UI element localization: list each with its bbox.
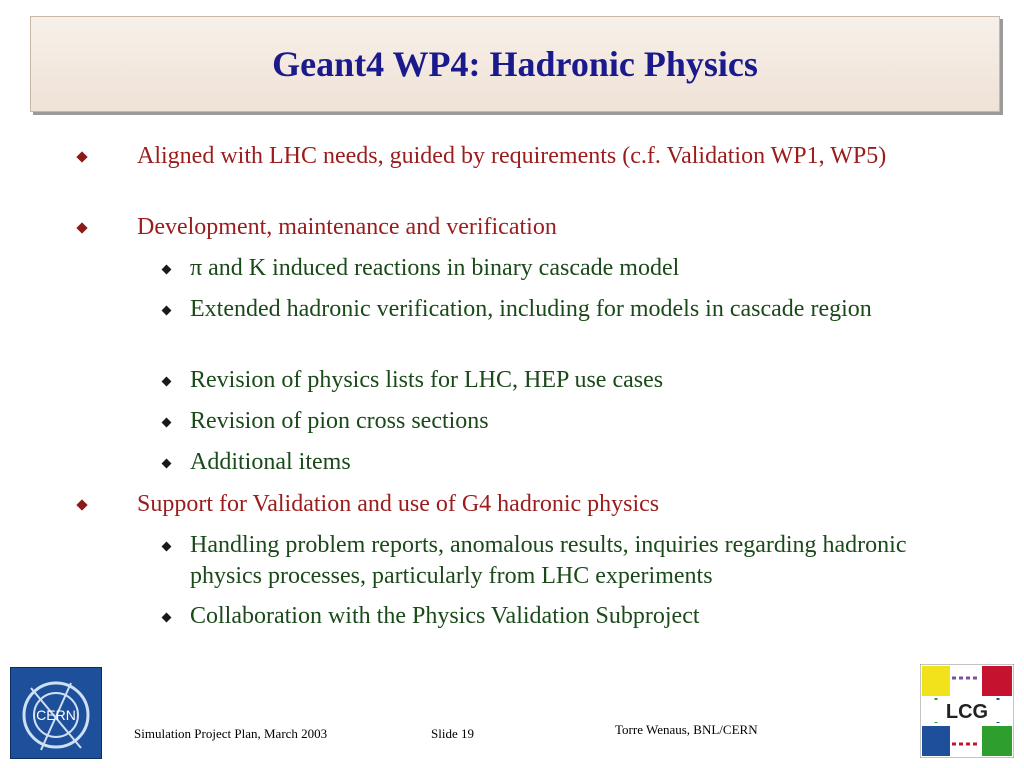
slide-title: Geant4 WP4: Hadronic Physics [272, 44, 758, 84]
svg-text:CERN: CERN [36, 707, 76, 723]
sub-bullet-diamond-icon [162, 377, 172, 387]
sub-bullet-diamond-icon [162, 418, 172, 428]
bullet-diamond-icon [76, 151, 87, 162]
sub-bullet-item: Revision of pion cross sections [190, 408, 489, 434]
bullet-diamond-icon [76, 222, 87, 233]
footer-slide-number: Slide 19 [431, 726, 474, 741]
bullet-item: Aligned with LHC needs, guided by requirements (c.f. Validation WP1, WP5) [137, 143, 887, 169]
svg-text:LCG: LCG [945, 701, 989, 723]
title-bar [30, 16, 1000, 112]
sub-bullet-diamond-icon [162, 265, 172, 275]
sub-bullet-diamond-icon [162, 542, 172, 552]
bullet-item: Development, maintenance and verification [137, 214, 557, 240]
sub-bullet-item: Extended hadronic verification, including for models in cascade region [190, 296, 872, 322]
footer-author: Torre Wenaus, BNL/CERN [615, 722, 758, 737]
footer-title: Simulation Project Plan, March 2003 [134, 726, 328, 741]
sub-bullet-item: Additional items [190, 449, 351, 475]
sub-bullet-item: π and K induced reactions in binary cascade model [190, 255, 680, 281]
cern-logo-icon [11, 668, 101, 758]
cern-logo [10, 667, 102, 759]
lcg-logo-icon [920, 664, 1014, 758]
sub-bullet-item: Collaboration with the Physics Validation Subproject [190, 603, 700, 629]
sub-bullet-diamond-icon [162, 459, 172, 469]
sub-bullet-item: Revision of physics lists for LHC, HEP use cases [190, 367, 664, 393]
lcg-logo [920, 664, 1014, 758]
bullet-item: Support for Validation and use of G4 hadronic physics [137, 491, 660, 517]
sub-bullet-diamond-icon [162, 306, 172, 316]
sub-bullet-item: Handling problem reports, anomalous results, inquiries regarding hadronic physics processes, particularly from LHC experiments [190, 532, 907, 589]
sub-bullet-diamond-icon [162, 613, 172, 623]
bullet-diamond-icon [76, 499, 87, 510]
